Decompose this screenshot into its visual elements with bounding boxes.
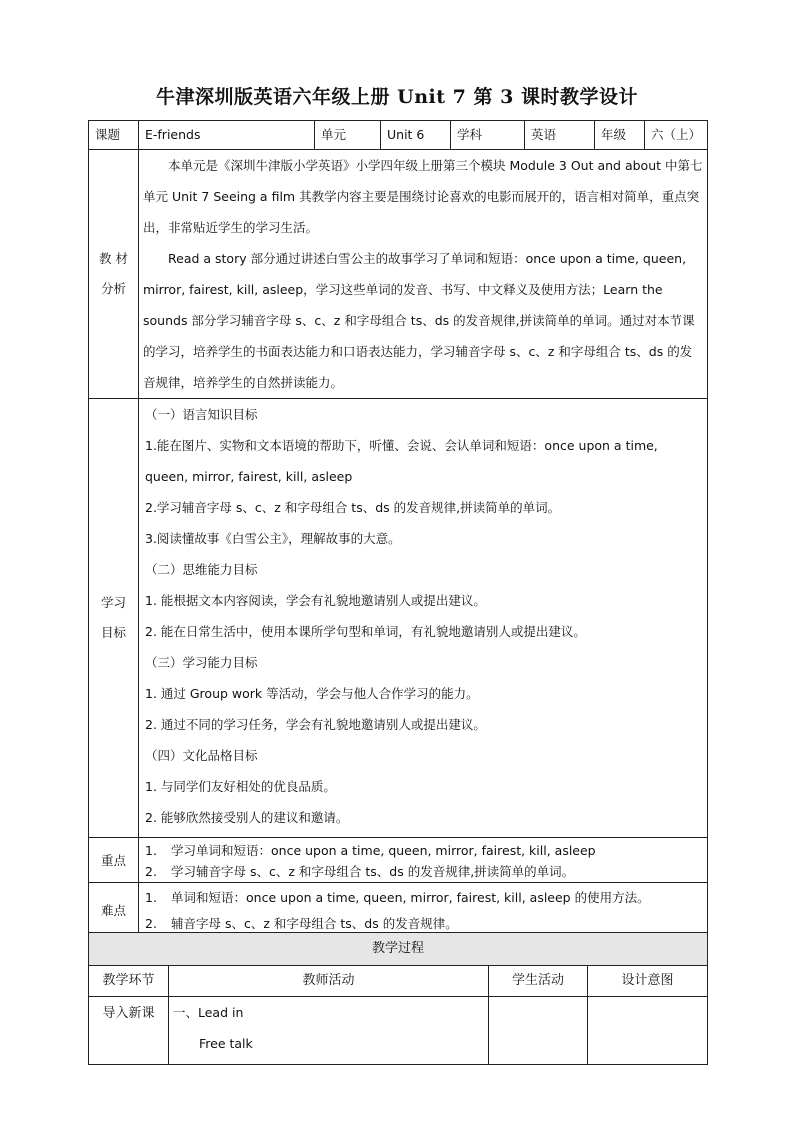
key-point-item (145, 861, 703, 882)
goal-line: 2. 能在日常生活中，使用本课所学句型和单词，有礼貌地邀请别人或提出建议。 (145, 624, 586, 639)
analysis-row (89, 150, 708, 399)
goal-line: 1. 通过 Group work 等活动，学会与他人合作学习的能力。 (145, 686, 479, 701)
analysis-label-1: 教 材 (99, 251, 128, 266)
process-banner: 教学过程 (89, 933, 708, 966)
goals-row (89, 399, 708, 838)
topic-label: 课题 (89, 121, 139, 150)
analysis-paragraph-2: Read a story 部分通过讲述白雪公主的故事学习了单词和短语：once upon a time, queen, mirror, fairest, kill, asleep，学习这些单词的发音、书写、中文释义及使用方法；Learn the sounds 部分学习辅音字母 s、c、z 和字母组合 ts、ds 的发音规律,拼读简单的单词。通过对本节课的学习，培养学生的书面表达能力和口语表达能力，学习辅音字母 s、c、z 和字母组合 ts、ds 的发音规律，培养学生的自然拼读能力。 (143, 251, 695, 390)
teacher-cell (169, 997, 489, 1065)
subject-value: 英语 (525, 121, 595, 150)
intent-cell (588, 997, 708, 1065)
unit-value: Unit 6 (381, 121, 451, 150)
goals-label-cell (89, 399, 139, 838)
item-number: 2. (145, 864, 157, 879)
grade-value: 六（上） (645, 121, 708, 150)
goal-line: 1. 能根据文本内容阅读，学会有礼貌地邀请别人或提出建议。 (145, 593, 486, 608)
key-point-item (145, 840, 703, 861)
item-text: 单词和短语：once upon a time, queen, mirror, fairest, kill, asleep 的使用方法。 (171, 890, 650, 905)
key-points-row (89, 838, 708, 883)
goal-line: 2.学习辅音字母 s、c、z 和字母组合 ts、ds 的发音规律,拼读简单的单词。 (145, 500, 561, 515)
item-number: 1. (145, 890, 157, 905)
difficulties-label: 难点 (89, 883, 139, 938)
goal-line: （四）文化品格目标 (145, 748, 258, 763)
key-points-label: 重点 (89, 838, 139, 883)
goal-line: （二）思维能力目标 (145, 562, 258, 577)
goal-line: 1. 与同学们友好相处的优良品质。 (145, 779, 336, 794)
analysis-label-2: 分析 (100, 281, 126, 296)
process-banner-row (89, 933, 708, 966)
difficulty-item (145, 885, 703, 911)
col-step: 教学环节 (89, 966, 169, 997)
col-intent: 设计意图 (588, 966, 708, 997)
header-row (89, 121, 708, 150)
goals-content (139, 399, 708, 838)
col-student: 学生活动 (489, 966, 588, 997)
item-text: 学习辅音字母 s、c、z 和字母组合 ts、ds 的发音规律,拼读简单的单词。 (171, 864, 575, 879)
student-cell (489, 997, 588, 1065)
step-cell: 导入新课 (89, 997, 169, 1065)
topic-value: E-friends (139, 121, 315, 150)
goal-line: 2. 通过不同的学习任务，学会有礼貌地邀请别人或提出建议。 (145, 717, 486, 732)
analysis-label-cell (89, 150, 139, 399)
item-text: 学习单词和短语：once upon a time, queen, mirror, fairest, kill, asleep (171, 843, 596, 858)
process-row (89, 997, 708, 1065)
goal-line: 2. 能够欣然接受别人的建议和邀请。 (145, 810, 349, 825)
goals-label-2: 目标 (100, 625, 126, 640)
grade-label: 年级 (595, 121, 645, 150)
process-header-row (89, 966, 708, 997)
teacher-line-2: Free talk (199, 1036, 253, 1051)
item-number: 1. (145, 843, 157, 858)
difficulties-content (139, 883, 708, 938)
col-teacher: 教师活动 (169, 966, 489, 997)
goal-line: （一）语言知识目标 (145, 407, 258, 422)
goal-line: （三）学习能力目标 (145, 655, 258, 670)
goal-line: 3.阅读懂故事《白雪公主》，理解故事的大意。 (145, 531, 401, 546)
lesson-info-table (88, 120, 708, 938)
difficulties-row (89, 883, 708, 938)
goal-line: 1.能在图片、实物和文本语境的帮助下，听懂、会说、会认单词和短语：once upon a time, queen, mirror, fairest, kill, asleep (145, 438, 658, 484)
key-points-content (139, 838, 708, 883)
unit-label: 单元 (315, 121, 381, 150)
teacher-line-1: 一、Lead in (173, 1005, 244, 1020)
analysis-paragraph-1: 本单元是《深圳牛津版小学英语》小学四年级上册第三个模块 Module 3 Out and about 中第七单元 Unit 7 Seeing a film 其教学内容主要是围绕讨论喜欢的电影而展开的，语言相对简单，重点突出，非常贴近学生的学习生活。 (143, 158, 703, 235)
goals-label-1: 学习 (100, 595, 126, 610)
teaching-process-table (88, 932, 708, 1065)
item-number: 2. (145, 916, 157, 931)
item-text: 辅音字母 s、c、z 和字母组合 ts、ds 的发音规律。 (171, 916, 458, 931)
analysis-content (139, 150, 708, 399)
subject-label: 学科 (451, 121, 525, 150)
page-title: 牛津深圳版英语六年级上册 Unit 7 第 3 课时教学设计 (156, 86, 638, 108)
